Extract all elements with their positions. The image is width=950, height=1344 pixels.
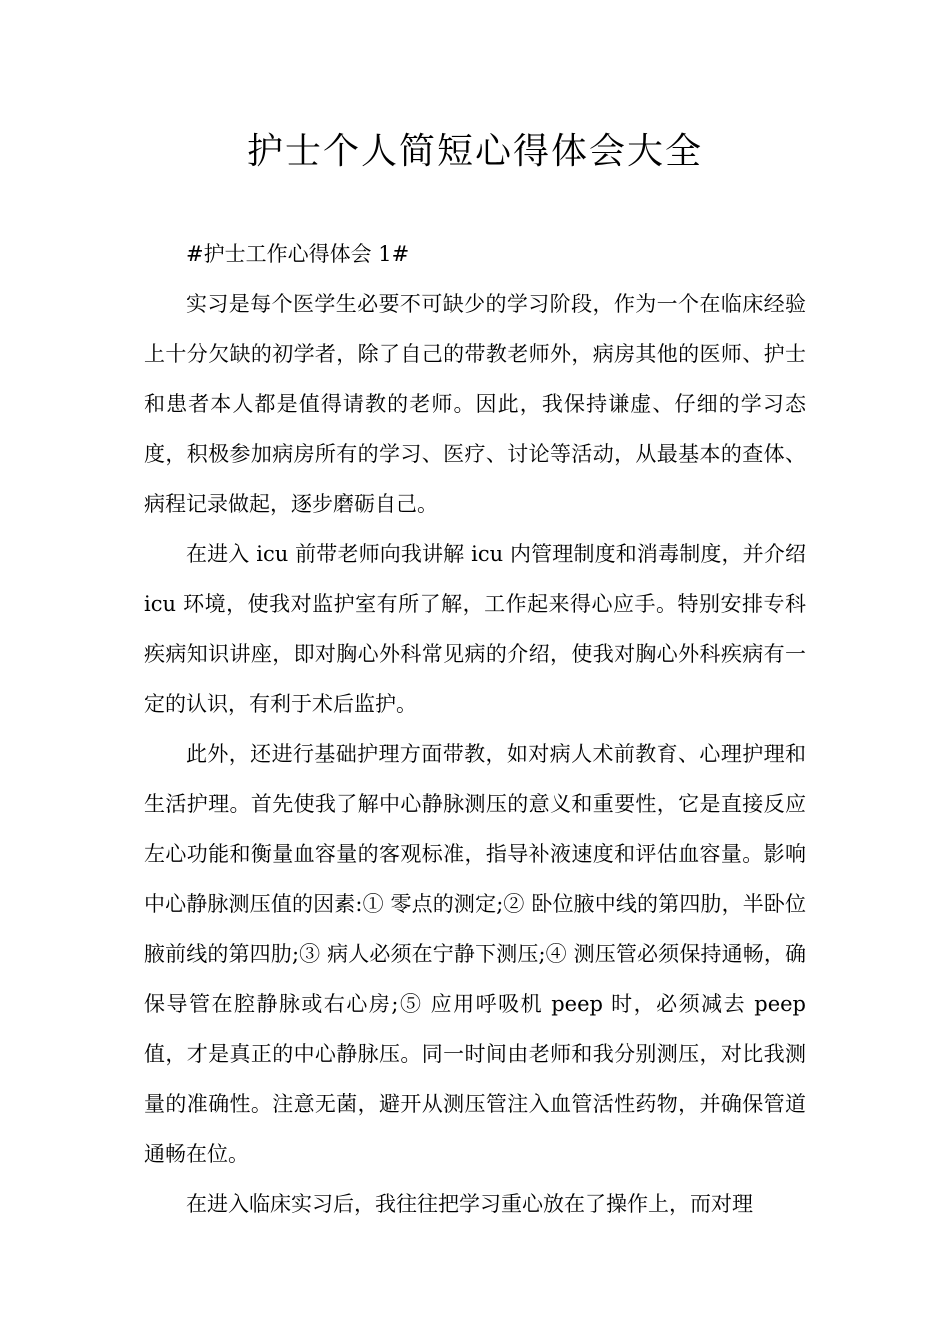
paragraph-4: 在进入临床实习后，我往往把学习重心放在了操作上，而对理: [186, 1192, 753, 1216]
paragraph-3: 此外，还进行基础护理方面带教，如对病人术前教育、心理护理和生活护理。首先使我了解中心静脉测压的意义和重要性，它是直接反应左心功能和衡量血容量的客观标准，指导补液速度和评估血容量。影响中心静脉测压值的因素:① 零点的测定;② 卧位腋中线的第四肋，半卧位腋前线的第四肋;③ 病人必须在宁静下测压;④ 测压管必须保持通畅，确保导管在腔静脉或右心房;⑤ 应用呼吸机 peep 时，必须减去 peep 值，才是真正的中心静脉压。同一时间由老师和我分别测压，对比我测量的准确性。注意无菌，避开从测压管注入血管活性药物，并确保管道通畅在位。: [144, 742, 806, 1166]
document-body: [144, 229, 806, 1229]
document-title: 护士个人简短心得体会大全: [246, 131, 703, 172]
section-heading: #护士工作心得体会 1#: [186, 242, 410, 266]
paragraph-2: 在进入 icu 前带老师向我讲解 icu 内管理制度和消毒制度，并介绍 icu 环境，使我对监护室有所了解，工作起来得心应手。特别安排专科疾病知识讲座，即对胸心外科常见病的介绍，使我对胸心外科疾病有一定的认识，有利于术后监护。: [144, 542, 806, 716]
paragraph-1: 实习是每个医学生必要不可缺少的学习阶段，作为一个在临床经验上十分欠缺的初学者，除了自己的带教老师外，病房其他的医师、护士和患者本人都是值得请教的老师。因此，我保持谦虚、仔细的学习态度，积极参加病房所有的学习、医疗、讨论等活动，从最基本的查体、病程记录做起，逐步磨砺自己。: [144, 292, 806, 516]
